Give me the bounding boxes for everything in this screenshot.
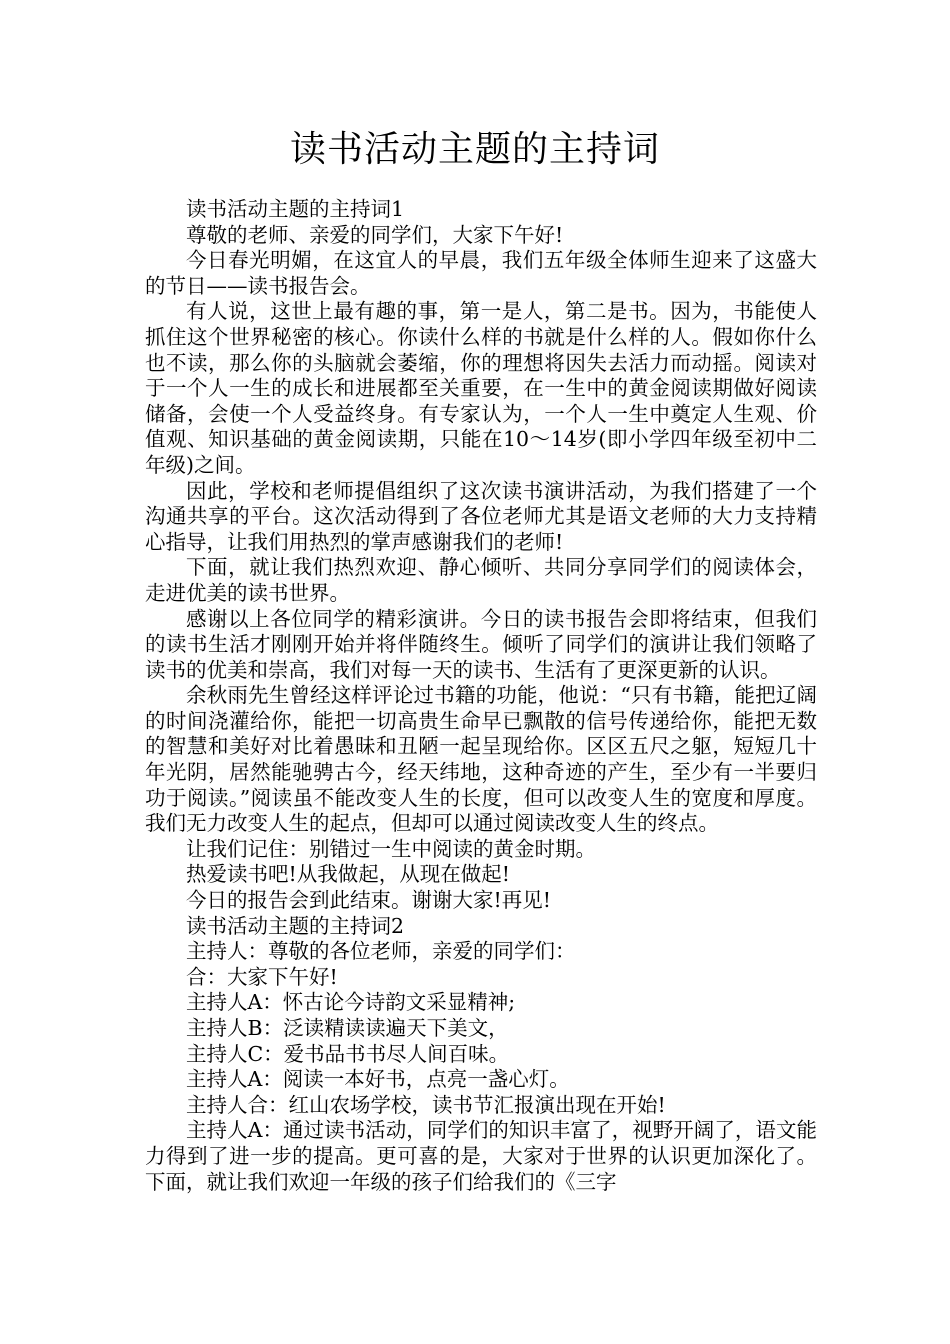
paragraph: 主持人A：通过读书活动，同学们的知识丰富了，视野开阔了，语文能力得到了进一步的提高。更可喜的是，大家对于世界的认识更加深化了。下面，就让我们欢迎一年级的孩子们给我们的《三字 (145, 1118, 817, 1194)
paragraph: 让我们记住：别错过一生中阅读的黄金时期。 (186, 836, 596, 861)
paragraph: 主持人C：爱书品书书尽人间百味。 (186, 1041, 510, 1066)
paragraph: 读书活动主题的主持词1 (186, 197, 405, 221)
paragraph: 合：大家下午好! (186, 964, 338, 989)
paragraph: 读书活动主题的主持词2 (186, 913, 405, 938)
paragraph: 有人说，这世上最有趣的事，第一是人，第二是书。因为，书能使人抓住这个世界秘密的核心。你读什么样的书就是什么样的人。假如你什么也不读，那么你的头脑就会萎缩，你的理想将因失去活力而动摇。阅读对于一个人一生的成长和进展都至关重要，在一生中的黄金阅读期做好阅读储备，会使一个人受益终身。有专家认为，一个人一生中奠定人生观、价值观、知识基础的黄金阅读期，只能在10～14岁(即小学四年级至初中二年级)之间。 (145, 299, 817, 477)
paragraph: 余秋雨先生曾经这样评论过书籍的功能，他说：“只有书籍，能把辽阔的时间浇灌给你，能把一切高贵生命早已飘散的信号传递给你，能把无数的智慧和美好对比着愚昧和丑陋一起呈现给你。区区五尺之躯，短短几十年光阴，居然能驰骋古今，经天纬地，这种奇迹的产生，至少有一半要归功于阅读。”阅读虽不能改变人生的长度，但可以改变人生的宽度和厚度。我们无力改变人生的起点，但却可以通过阅读改变人生的终点。 (145, 683, 817, 836)
paragraph: 下面，就让我们热烈欢迎、静心倾听、共同分享同学们的阅读体会，走进优美的读书世界。 (145, 555, 817, 605)
document-body (145, 197, 817, 1195)
paragraph: 主持人B：泛读精读读遍天下美文， (186, 1016, 509, 1040)
paragraph: 今日的报告会到此结束。谢谢大家!再见! (186, 888, 551, 913)
paragraph: 感谢以上各位同学的精彩演讲。今日的读书报告会即将结束，但我们的读书生活才刚刚开始并将伴随终生。倾听了同学们的演讲让我们领略了读书的优美和崇高，我们对每一天的读书、生活有了更深更新的认识。 (145, 606, 817, 682)
paragraph: 今日春光明媚，在这宜人的早晨，我们五年级全体师生迎来了这盛大的节日——读书报告会。 (145, 248, 817, 298)
document-title: 读书活动主题的主持词 (289, 129, 660, 170)
paragraph: 主持人A：阅读一本好书，点亮一盏心灯。 (186, 1067, 570, 1092)
paragraph: 热爱读书吧!从我做起，从现在做起! (186, 862, 510, 887)
paragraph: 主持人A：怀古论今诗韵文采显精神; (186, 990, 516, 1015)
paragraph: 因此，学校和老师提倡组织了这次读书演讲活动，为我们搭建了一个沟通共享的平台。这次活动得到了各位老师尤其是语文老师的大力支持精心指导，让我们用热烈的掌声感谢我们的老师! (145, 478, 817, 554)
paragraph: 尊敬的老师、亲爱的同学们，大家下午好! (186, 222, 564, 247)
paragraph: 主持人合：红山农场学校，读书节汇报演出现在开始! (186, 1092, 666, 1117)
paragraph: 主持人：尊敬的各位老师，亲爱的同学们： (186, 939, 576, 964)
